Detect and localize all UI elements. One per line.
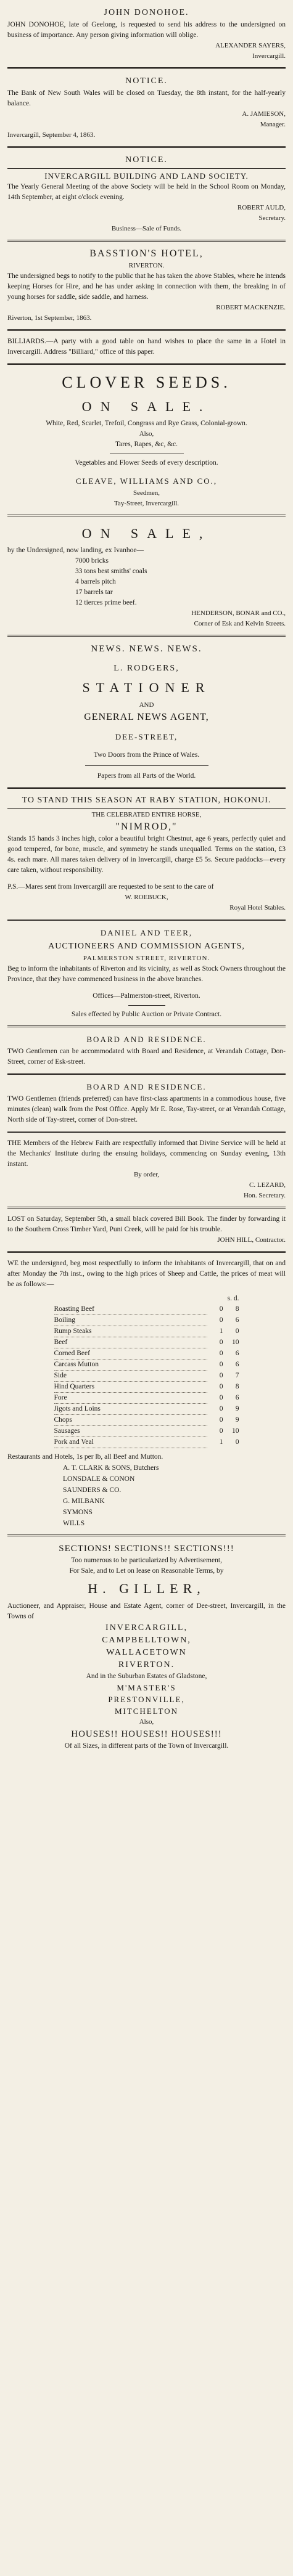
- price-s: 0: [219, 1372, 223, 1379]
- ad-heading: BOARD AND RESIDENCE.: [86, 1082, 207, 1091]
- price-item: Roasting Beef: [54, 1304, 207, 1315]
- price-row: [54, 1371, 239, 1382]
- ad-role: Secretary.: [258, 214, 286, 222]
- price-d: 10: [232, 1427, 239, 1435]
- ad-heading: JOHN DONOHOE.: [104, 8, 189, 17]
- ad-for-sale: For Sale, and to Let on lease on Reasonable Terms, by: [69, 1567, 224, 1575]
- ad-on-sale: ON SALE,: [81, 526, 212, 541]
- ad-name: L. RODGERS,: [113, 664, 180, 673]
- item-list: [7, 556, 286, 608]
- price-s: 0: [219, 1339, 223, 1346]
- ad-board-residence-1: [7, 1029, 286, 1071]
- ad-role: Manager.: [260, 121, 286, 128]
- list-item: 33 tons best smiths' coals: [75, 568, 147, 575]
- ad-name: H. GILLER,: [88, 1581, 205, 1596]
- ad-body: Beg to inform the inhabitants of Riverton and its vicinity, as well as Stock Owners throughout the Province, that they have commenced business in the above branches.: [7, 965, 286, 983]
- ad-name: "NIMROD,": [115, 821, 178, 832]
- price-item: Beef: [54, 1337, 207, 1348]
- price-s: 0: [219, 1361, 223, 1368]
- divider: [7, 363, 286, 365]
- ad-body: THE Members of the Hebrew Faith are respectfully informed that Divine Service will be held at the Mechanics' Institute during the ensuing holidays, commencing on Sunday evening, 13th instant.: [7, 1139, 286, 1168]
- list-item: 4 barrels pitch: [75, 578, 116, 585]
- price-d: 0: [235, 1438, 239, 1446]
- ad-heading: NOTICE.: [125, 155, 168, 165]
- ad-body: The Bank of New South Wales will be closed on Tuesday, the 8th instant, for the half-yearly balance.: [7, 89, 286, 107]
- price-item: Sausages: [54, 1426, 207, 1437]
- ad-subheading: RIVERTON.: [128, 262, 165, 269]
- list-item: MITCHELTON: [114, 1706, 179, 1716]
- price-d: 7: [235, 1372, 239, 1379]
- ad-line: Vegetables and Flower Seeds of every description.: [75, 459, 218, 467]
- price-s: 0: [219, 1316, 223, 1324]
- ad-signature: ALEXANDER SAYERS,: [215, 42, 286, 49]
- ad-intro: THE CELEBRATED ENTIRE HORSE,: [91, 811, 202, 818]
- divider: [7, 1251, 286, 1253]
- ad-firm: CLEAVE, WILLIAMS AND CO.,: [75, 476, 218, 486]
- list-item: RIVERTON.: [118, 1660, 175, 1669]
- ad-rodgers-stationer: [7, 638, 286, 785]
- price-s: 1: [219, 1438, 223, 1446]
- ad-subheading: INVERCARGILL BUILDING AND LAND SOCIETY.: [44, 171, 249, 181]
- ad-and: AND: [139, 701, 154, 709]
- firm-list: [7, 1462, 286, 1529]
- divider: [128, 1005, 165, 1006]
- price-d: 0: [235, 1327, 239, 1335]
- ad-body: WE the undersigned, beg most respectfully to inform the inhabitants of Invercargill, that on and after Monday the 7th inst., owing to the high prices of Sheep and Cattle, the prices of meat will be as follows:—: [7, 1260, 286, 1288]
- estate-list: [7, 1682, 286, 1717]
- price-row: [54, 1304, 239, 1315]
- ad-signature: ROBERT AULD,: [237, 204, 286, 211]
- ad-hebrew-service: [7, 1135, 286, 1205]
- ad-john-donohoe: [7, 2, 286, 65]
- list-item: CAMPBELLTOWN,: [102, 1636, 191, 1645]
- price-row: [54, 1426, 239, 1437]
- price-s: 0: [219, 1350, 223, 1357]
- divider: [7, 1073, 286, 1075]
- ad-body: Auctioneer, and Appraiser, House and Estate Agent, corner of Dee-street, Invercargill, in the Towns of: [7, 1602, 286, 1620]
- price-row: [54, 1326, 239, 1337]
- ad-line: Tares, Rapes, &c, &c.: [115, 441, 178, 448]
- ad-heading: SECTIONS! SECTIONS!! SECTIONS!!!: [59, 1544, 234, 1554]
- divider: [7, 146, 286, 148]
- price-d: 6: [235, 1361, 239, 1368]
- ad-postscript: P.S.—Mares sent from Invercargill are requested to be sent to the care of: [7, 883, 214, 891]
- ad-body: The Yearly General Meeting of the above Society will be held in the School Room on Monday, 14th September, at eight o'clock evening.: [7, 183, 286, 201]
- price-d: 6: [235, 1316, 239, 1324]
- ad-giller-sections: [7, 1538, 286, 1755]
- ad-lost-bill-book: [7, 1210, 286, 1249]
- price-item: Jigots and Loins: [54, 1404, 207, 1415]
- price-row: [54, 1348, 239, 1359]
- ad-also: Also,: [139, 1718, 154, 1726]
- price-d: 9: [235, 1416, 239, 1424]
- price-s: 0: [219, 1416, 223, 1424]
- divider: [7, 787, 286, 789]
- ad-nimrod-horse: [7, 791, 286, 917]
- ad-trade: AUCTIONEERS AND COMMISSION AGENTS,: [48, 942, 245, 951]
- ad-intro: Too numerous to be particularized by Advertisement,: [71, 1557, 222, 1564]
- price-d: 10: [232, 1339, 239, 1346]
- divider: [7, 808, 286, 809]
- price-item: Hind Quarters: [54, 1382, 207, 1393]
- ad-body: The undersigned begs to notify to the public that he has taken the above Stables, where he intends keeping Horses for Hire, and he has under asking in connection with them, the breaking in of young horses for saddle, side saddle, and harness.: [7, 272, 286, 301]
- ad-line: White, Red, Scarlet, Trefoil, Congrass and Rye Grass, Colonial-grown.: [46, 420, 247, 427]
- ad-body: Stands 15 hands 3 inches high, color a beautiful bright Chestnut, age 6 years, perfectly quiet and good tempered, for bone, muscle, and symmetry he stands unequalled. Terms on the station, £3 4s. each mare. All mares taken delivery of in Invercargill, charge £5 5s. Secure paddocks—every care taken, without responsibility.: [7, 835, 286, 874]
- price-d: 9: [235, 1405, 239, 1412]
- price-d: 6: [235, 1350, 239, 1357]
- ad-address: Corner of Esk and Kelvin Streets.: [194, 620, 286, 627]
- ad-bank-notice: [7, 71, 286, 144]
- price-row: [54, 1315, 239, 1326]
- town-list: [7, 1622, 286, 1671]
- ad-houses: HOUSES!! HOUSES!! HOUSES!!!: [71, 1729, 222, 1739]
- ad-street: DEE-STREET,: [115, 732, 178, 741]
- ad-signature: HENDERSON, BONAR and CO.,: [191, 609, 286, 617]
- ad-signature: C. LEZARD,: [249, 1181, 286, 1189]
- ad-dateline: Invercargill, September 4, 1863.: [7, 131, 96, 139]
- ad-body: LOST on Saturday, September 5th, a small black covered Bill Book. The finder by forwarding it to the Southern Cross Timber Yard, Puni Creek, will be paid for his trouble.: [7, 1215, 286, 1233]
- divider: [7, 240, 286, 242]
- ad-basstion-hotel: [7, 243, 286, 327]
- price-item: Rump Steaks: [54, 1326, 207, 1337]
- divider: [7, 1025, 286, 1027]
- ad-body: JOHN DONOHOE, late of Geelong, is requested to send his address to the undersigned on business of importance. Any person giving information will oblige.: [7, 21, 286, 39]
- ad-heading: CLOVER SEEDS.: [62, 373, 231, 391]
- ad-closing: Of all Sizes, in different parts of the Town of Invercargill.: [64, 1742, 229, 1750]
- price-item: Fore: [54, 1393, 207, 1404]
- ad-location: Two Doors from the Prince of Wales.: [93, 751, 200, 759]
- divider: [7, 919, 286, 921]
- price-d: 8: [235, 1383, 239, 1390]
- divider: [7, 635, 286, 637]
- list-item: 12 tierces prime beef.: [75, 599, 137, 606]
- list-item: LONSDALE & CONON: [63, 1475, 135, 1483]
- price-row: [54, 1437, 239, 1448]
- price-item: Pork and Veal: [54, 1437, 207, 1448]
- ad-papers: Papers from all Parts of the World.: [97, 772, 196, 780]
- ad-business: Business—Sale of Funds.: [111, 225, 182, 232]
- ad-heading: BOARD AND RESIDENCE.: [86, 1035, 207, 1044]
- divider: [7, 1131, 286, 1133]
- ad-offices: Offices—Palmerston-street, Riverton.: [93, 992, 200, 1000]
- price-item: Corned Beef: [54, 1348, 207, 1359]
- ad-role: Hon. Secretary.: [243, 1192, 286, 1199]
- divider: [7, 1207, 286, 1209]
- ad-also: Also,: [139, 430, 154, 438]
- list-item: WILLS: [63, 1520, 85, 1527]
- divider: [85, 765, 208, 766]
- price-s: 0: [219, 1305, 223, 1313]
- ad-trade: GENERAL NEWS AGENT,: [84, 712, 209, 722]
- ad-building-society: [7, 150, 286, 238]
- divider: [7, 329, 286, 331]
- ad-signature: A. JAMIESON,: [242, 110, 286, 118]
- list-item: SAUNDERS & CO.: [63, 1486, 122, 1494]
- newspaper-column: [7, 0, 286, 1755]
- list-item: WALLACETOWN: [106, 1648, 187, 1657]
- ad-daniel-teer: [7, 923, 286, 1024]
- list-item: M'MASTER'S: [117, 1683, 176, 1692]
- ad-address: Royal Hotel Stables.: [229, 904, 286, 911]
- price-item: Side: [54, 1371, 207, 1382]
- price-item: Boiling: [54, 1315, 207, 1326]
- ad-body: TWO Gentlemen can be accommodated with Board and Residence, at Verandah Cottage, Don-Street, corner of Esk-street.: [7, 1048, 286, 1066]
- price-s: 0: [219, 1383, 223, 1390]
- list-item: PRESTONVILLE,: [108, 1695, 185, 1704]
- ad-suburban: And in the Suburban Estates of Gladstone,: [86, 1673, 207, 1680]
- divider: [7, 1535, 286, 1536]
- ad-heading: BASSTION'S HOTEL,: [89, 248, 204, 259]
- list-item: SYMONS: [63, 1509, 93, 1516]
- ad-heading: NEWS. NEWS. NEWS.: [91, 644, 202, 654]
- ad-body: by the Undersigned, now landing, ex Ivanhoe—: [7, 547, 144, 554]
- ad-billiards: [7, 333, 286, 361]
- price-row: [54, 1415, 239, 1426]
- ad-dateline: Riverton, 1st September, 1863.: [7, 314, 92, 322]
- ad-heading: NOTICE.: [125, 76, 168, 86]
- ad-signature: JOHN HILL, Contractor.: [217, 1236, 286, 1244]
- ad-body: BILLIARDS.—A party with a good table on hand wishes to place the same in a Hotel in Invercargill. Address "Billiard," office of this paper.: [7, 338, 286, 356]
- list-item: 17 barrels tar: [75, 589, 113, 596]
- ad-trade: Seedmen,: [133, 489, 160, 497]
- ad-note: Restaurants and Hotels, 1s per lb, all Beef and Mutton.: [7, 1453, 163, 1461]
- ad-signature: W. ROEBUCK,: [125, 894, 168, 901]
- price-item: Carcass Mutton: [54, 1359, 207, 1371]
- ad-heading: TO STAND THIS SEASON AT RABY STATION, HOKONUI.: [22, 796, 271, 805]
- price-table: [54, 1294, 239, 1448]
- ad-sales: Sales effected by Public Auction or Private Contract.: [71, 1011, 222, 1018]
- price-d: 6: [235, 1394, 239, 1401]
- list-item: 7000 bricks: [75, 557, 109, 565]
- ad-address: Tay-Street, Invercargill.: [113, 500, 179, 507]
- price-row: [54, 1404, 239, 1415]
- divider: [7, 168, 286, 169]
- price-row: [54, 1359, 239, 1371]
- price-item: Chops: [54, 1415, 207, 1426]
- price-row: [54, 1393, 239, 1404]
- price-row: [54, 1337, 239, 1348]
- price-s: 0: [219, 1405, 223, 1412]
- ad-butchers-prices: [7, 1255, 286, 1533]
- list-item: INVERCARGILL,: [105, 1623, 188, 1632]
- price-s: 1: [219, 1327, 223, 1335]
- price-header-row: [54, 1294, 239, 1304]
- price-header: s. d.: [227, 1295, 239, 1302]
- divider: [7, 67, 286, 69]
- ad-order: By order,: [133, 1171, 160, 1178]
- list-item: G. MILBANK: [63, 1498, 105, 1505]
- ad-on-sale: ON SALE.: [81, 399, 212, 414]
- divider: [7, 515, 286, 516]
- list-item: A. T. CLARK & SONS, Butchers: [63, 1464, 159, 1472]
- ad-ivanhoe-sale: [7, 518, 286, 633]
- ad-place: Invercargill.: [252, 52, 286, 60]
- ad-signature: ROBERT MACKENZIE.: [216, 304, 286, 311]
- ad-heading: DANIEL AND TEER,: [100, 928, 193, 937]
- price-s: 0: [219, 1427, 223, 1435]
- price-s: 0: [219, 1394, 223, 1401]
- ad-body: TWO Gentlemen (friends preferred) can have first-class apartments in a commodious house, five minutes (clean) walk from the Post Office. Apply Mr E. Rose, Tay-street, or at Verandah Cottage, North side of Tay-street, corner of Don-street.: [7, 1095, 286, 1123]
- ad-clover-seeds: [7, 367, 286, 513]
- price-d: 8: [235, 1305, 239, 1313]
- ad-address: PALMERSTON STREET, RIVERTON.: [83, 955, 210, 962]
- ad-board-residence-2: [7, 1077, 286, 1129]
- ad-trade: STATIONER: [82, 680, 211, 695]
- price-row: [54, 1382, 239, 1393]
